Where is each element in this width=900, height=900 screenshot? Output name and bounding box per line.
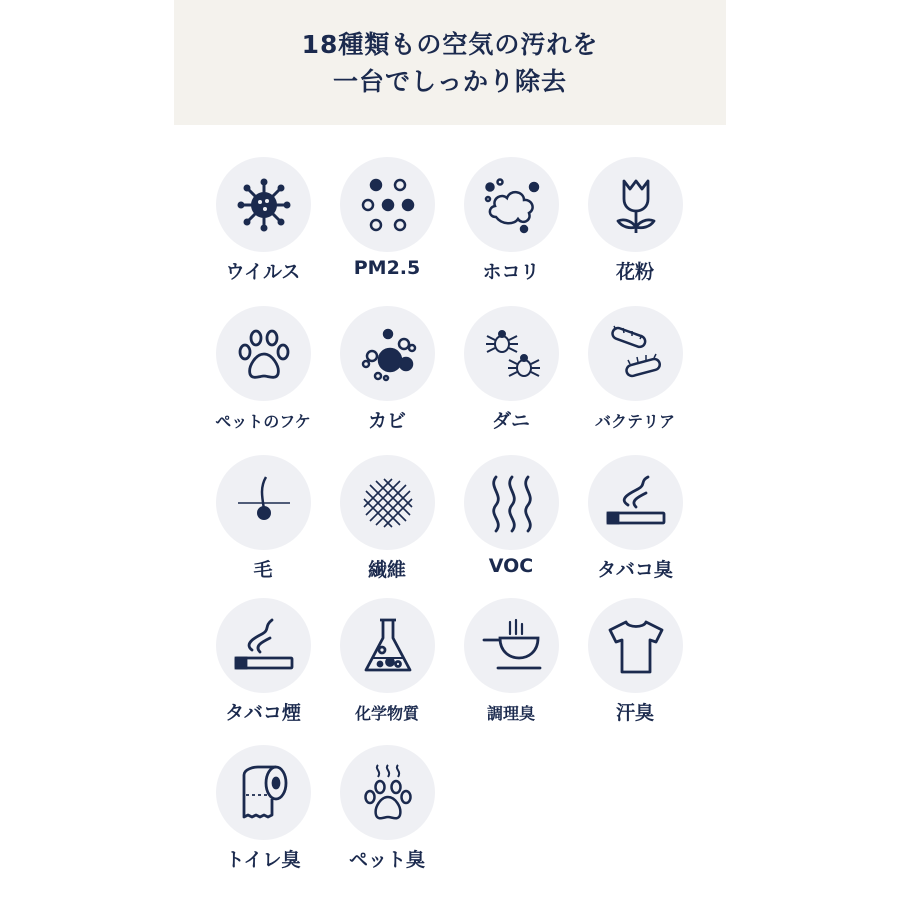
virus-icon	[216, 157, 311, 252]
hair-icon	[216, 455, 311, 550]
item-mold	[322, 306, 452, 446]
item-label: トイレ臭	[225, 849, 301, 871]
flask-icon	[340, 598, 435, 693]
cigarette-icon	[588, 455, 683, 550]
item-virus	[198, 157, 328, 297]
item-label: ウイルス	[225, 261, 301, 283]
bacteria-icon	[588, 306, 683, 401]
tshirt-icon	[588, 598, 683, 693]
flower-icon	[588, 157, 683, 252]
item-fiber	[322, 455, 452, 595]
particles-icon	[340, 157, 435, 252]
fiber-icon	[340, 455, 435, 550]
item-label: ペットのフケ	[215, 412, 311, 431]
item-toilet-odor	[198, 745, 328, 885]
pet-odor-icon	[340, 745, 435, 840]
item-label: カビ	[367, 410, 406, 432]
item-sweat-odor	[570, 598, 700, 738]
cigarette-smoke-icon	[216, 598, 311, 693]
item-label: VOC	[488, 555, 534, 577]
item-label: 調理臭	[486, 704, 535, 723]
item-label: 汗臭	[615, 702, 654, 724]
item-hair	[198, 455, 328, 595]
item-pet-dander	[198, 306, 328, 446]
mold-icon	[340, 306, 435, 401]
item-mite	[446, 306, 576, 446]
item-label: タバコ臭	[597, 559, 673, 581]
mite-icon	[464, 306, 559, 401]
item-label: タバコ煙	[225, 702, 301, 724]
item-label: ホコリ	[482, 261, 540, 283]
item-label: PM2.5	[353, 257, 421, 279]
item-voc	[446, 455, 576, 595]
item-tobacco-odor	[570, 455, 700, 595]
item-bacteria	[570, 306, 700, 446]
item-label: 化学物質	[354, 704, 419, 723]
paw-icon	[216, 306, 311, 401]
dust-icon	[464, 157, 559, 252]
item-label: ペット臭	[348, 849, 425, 871]
voc-icon	[464, 455, 559, 550]
item-chemical	[322, 598, 452, 738]
item-pm25	[322, 157, 452, 297]
item-label: 花粉	[615, 261, 654, 283]
cooking-pan-icon	[464, 598, 559, 693]
item-label: 繊維	[367, 559, 406, 581]
item-pollen	[570, 157, 700, 297]
header-title-line-2: 一台でしっかり除去	[332, 66, 567, 96]
item-label: バクテリア	[594, 412, 675, 431]
toilet-paper-icon	[216, 745, 311, 840]
item-pet-odor	[322, 745, 452, 885]
item-dust	[446, 157, 576, 297]
item-label: 毛	[253, 559, 273, 581]
item-cooking-odor	[446, 598, 576, 738]
header-title-line-1: 18種類もの空気の汚れを	[301, 29, 599, 59]
item-label: ダニ	[491, 410, 530, 432]
item-tobacco-smoke	[198, 598, 328, 738]
